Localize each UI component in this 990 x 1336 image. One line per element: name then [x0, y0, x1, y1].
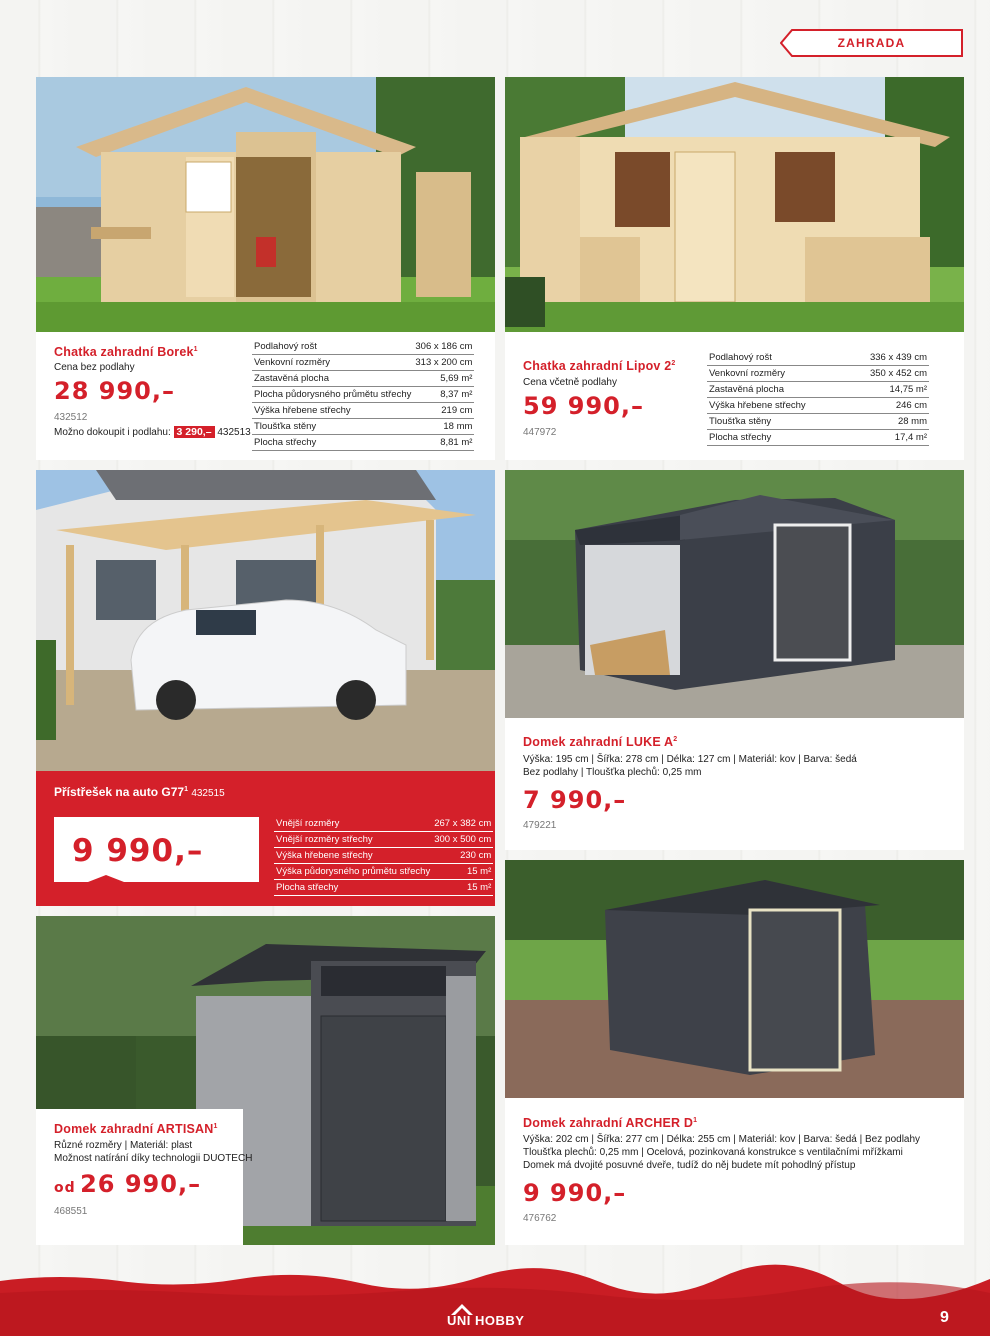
- product-desc-archer-1: Výška: 202 cm | Šířka: 277 cm | Délka: 255 cm | Materiál: kov | Barva: šedá | Bez podlahy: [523, 1134, 921, 1145]
- spec-row: [707, 414, 929, 430]
- spec-label: Plocha střechy: [274, 880, 432, 896]
- spec-table-lipov: [707, 350, 929, 446]
- spec-row: [252, 387, 474, 403]
- product-card-luke[interactable]: [505, 470, 964, 850]
- spec-value: 267 x 382 cm: [432, 816, 493, 832]
- spec-value: 5,69 m²: [413, 371, 474, 387]
- product-code-g77: 432515: [191, 788, 225, 799]
- spec-row: [707, 350, 929, 366]
- spec-row: [274, 864, 493, 880]
- spec-value: 18 mm: [413, 419, 474, 435]
- product-subtitle-lipov: Cena včetně podlahy: [523, 377, 617, 388]
- product-image-archer: [505, 860, 964, 1098]
- product-price-archer: 9 990,–: [523, 1179, 627, 1207]
- spec-value: 246 cm: [845, 398, 929, 414]
- addon-line-borek: [54, 426, 251, 439]
- addon-price: 3 290,–: [174, 426, 215, 438]
- spec-table-g77: [274, 816, 493, 896]
- product-price-lipov: 59 990,–: [523, 392, 644, 420]
- product-card-artisan[interactable]: [36, 916, 495, 1245]
- product-title-artisan: Domek zahradní ARTISAN$^1$: [54, 1122, 218, 1136]
- product-title-lipov: Chatka zahradní Lipov $2^2$: [523, 359, 676, 373]
- spec-row: [707, 398, 929, 414]
- spec-label: Venkovní rozměry: [707, 366, 845, 382]
- spec-row: [707, 382, 929, 398]
- spec-label: Podlahový rošt: [252, 339, 413, 355]
- brand-name: UNI HOBBY: [447, 1313, 525, 1328]
- product-desc-artisan-2: Možnost natírání díky technologii DUOTECH: [54, 1153, 253, 1164]
- product-title-g77: Přístřešek na auto $G77^1$ 432515: [54, 785, 225, 799]
- spec-value: 306 x 186 cm: [413, 339, 474, 355]
- product-code-lipov: 447972: [523, 427, 557, 438]
- spec-value: 8,81 m²: [413, 435, 474, 451]
- product-card-lipov[interactable]: [505, 77, 964, 460]
- product-price-line-artisan: [54, 1170, 201, 1198]
- spec-row: [252, 403, 474, 419]
- product-price-luke: 7 990,–: [523, 786, 627, 814]
- product-subtitle-borek: Cena bez podlahy: [54, 362, 135, 373]
- spec-row: [252, 371, 474, 387]
- product-image-borek: [36, 77, 495, 332]
- brand-logo[interactable]: [441, 1307, 551, 1329]
- product-price-g77: 9 990,–: [72, 833, 204, 869]
- spec-label: Vnější rozměry: [274, 816, 432, 832]
- product-image-g77: [36, 470, 495, 771]
- spec-label: Venkovní rozměry: [252, 355, 413, 371]
- product-desc-artisan-1: Různé rozměry | Materiál: plast: [54, 1140, 193, 1151]
- product-code-archer: 476762: [523, 1213, 557, 1224]
- spec-table-borek: [252, 339, 474, 451]
- product-title-archer: Domek zahradní ARCHER $D^1$: [523, 1116, 698, 1130]
- spec-label: Vnější rozměry střechy: [274, 832, 432, 848]
- spec-value: 300 x 500 cm: [432, 832, 493, 848]
- spec-row: [274, 816, 493, 832]
- spec-row: [707, 430, 929, 446]
- carport-info-panel: [36, 771, 495, 906]
- product-price-borek: 28 990,–: [54, 377, 175, 405]
- spec-row: [274, 832, 493, 848]
- product-image-luke: [505, 470, 964, 718]
- spec-value: 14,75 m²: [845, 382, 929, 398]
- product-price-artisan: 26 990,–: [80, 1170, 202, 1198]
- product-code-luke: 479221: [523, 820, 557, 831]
- artisan-info-box: [36, 1109, 253, 1245]
- spec-value: 15 m²: [432, 864, 493, 880]
- spec-label: Tloušťka stěny: [252, 419, 413, 435]
- spec-row: [252, 419, 474, 435]
- spec-label: Výška hřebene střechy: [274, 848, 432, 864]
- product-title-borek: Chatka zahradní Borek$^1$: [54, 345, 198, 359]
- spec-value: 219 cm: [413, 403, 474, 419]
- spec-row: [707, 366, 929, 382]
- product-card-archer[interactable]: [505, 860, 964, 1245]
- product-title-luke: Domek zahradní LUKE $A^2$: [523, 735, 678, 749]
- spec-label: Výška hřebene střechy: [252, 403, 413, 419]
- product-code-borek: 432512: [54, 412, 88, 423]
- product-image-lipov: [505, 77, 964, 332]
- price-prefix: od: [54, 1180, 76, 1196]
- spec-label: Výška hřebene střechy: [707, 398, 845, 414]
- spec-value: 15 m²: [432, 880, 493, 896]
- addon-code: 432513: [217, 427, 251, 438]
- page-number: 9: [940, 1309, 949, 1326]
- spec-label: Podlahový rošt: [707, 350, 845, 366]
- spec-value: 313 x 200 cm: [413, 355, 474, 371]
- product-desc-archer-3: Domek má dvojité posuvné dveře, tudíž do něj budete mít pohodlný přístup: [523, 1160, 856, 1171]
- spec-value: 28 mm: [845, 414, 929, 430]
- addon-label: Možno dokoupit i podlahu:: [54, 427, 171, 438]
- spec-value: 350 x 452 cm: [845, 366, 929, 382]
- spec-value: 8,37 m²: [413, 387, 474, 403]
- spec-label: Tloušťka stěny: [707, 414, 845, 430]
- section-tag[interactable]: [780, 29, 963, 57]
- product-desc-luke-2: Bez podlahy | Tloušťka plechů: 0,25 mm: [523, 767, 702, 778]
- spec-value: 336 x 439 cm: [845, 350, 929, 366]
- spec-row: [252, 355, 474, 371]
- spec-row: [274, 848, 493, 864]
- product-desc-luke-1: Výška: 195 cm | Šířka: 278 cm | Délka: 127 cm | Materiál: kov | Barva: šedá: [523, 754, 857, 765]
- product-desc-archer-2: Tloušťka plechů: 0,25 mm | Ocelová, pozinkovaná konstrukce s ventilačními mřížkami: [523, 1147, 903, 1158]
- spec-row: [252, 339, 474, 355]
- spec-value: 17,4 m²: [845, 430, 929, 446]
- spec-label: Výška půdorysného průmětu střechy: [274, 864, 432, 880]
- price-badge-g77: [54, 817, 259, 887]
- product-card-borek[interactable]: [36, 77, 495, 460]
- spec-row: [252, 435, 474, 451]
- section-tag-label: ZAHRADA: [837, 36, 906, 50]
- product-card-g77[interactable]: [36, 470, 495, 771]
- spec-label: Zastavěná plocha: [252, 371, 413, 387]
- spec-value: 230 cm: [432, 848, 493, 864]
- footer: [0, 1263, 990, 1336]
- spec-label: Plocha střechy: [707, 430, 845, 446]
- spec-row: [274, 880, 493, 896]
- spec-label: Zastavěná plocha: [707, 382, 845, 398]
- spec-label: Plocha půdorysného průmětu střechy: [252, 387, 413, 403]
- spec-label: Plocha střechy: [252, 435, 413, 451]
- product-code-artisan: 468551: [54, 1206, 88, 1217]
